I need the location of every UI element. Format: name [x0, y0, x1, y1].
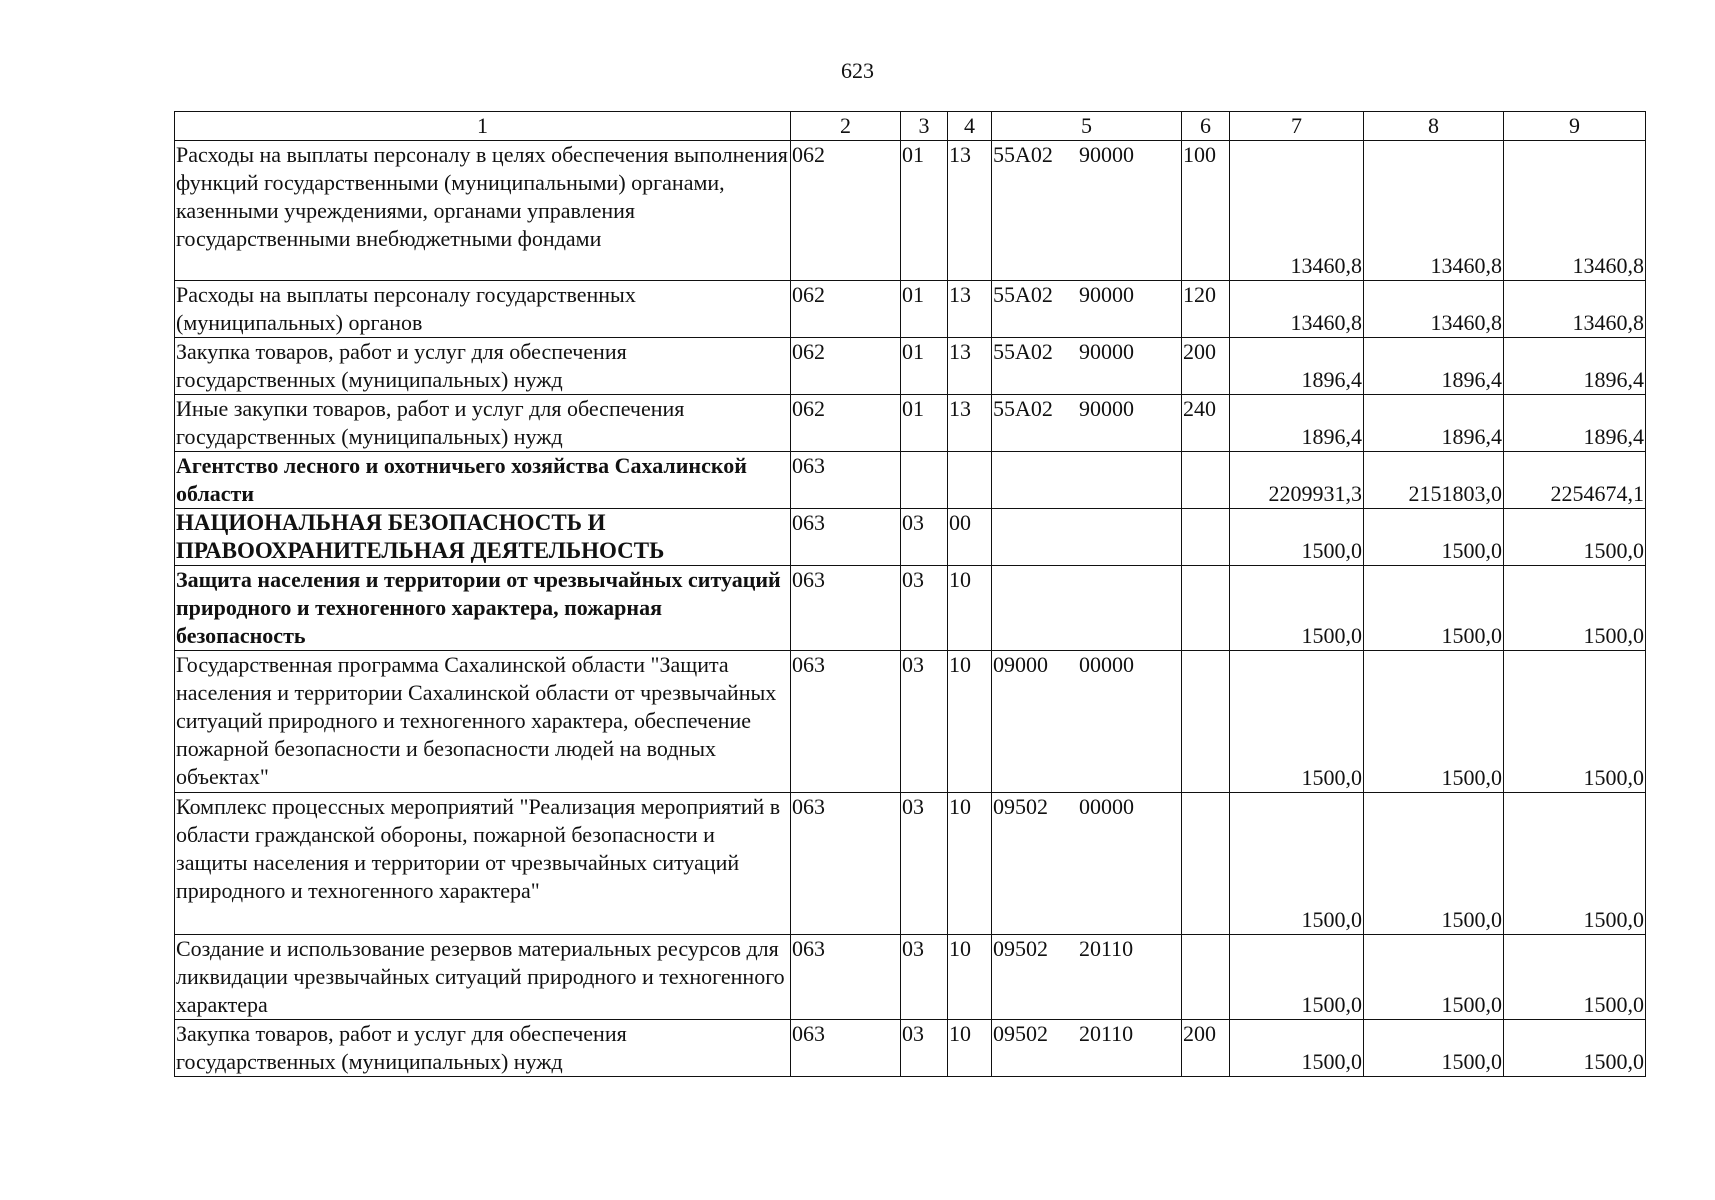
row-amount-col7: 2209931,3 — [1230, 452, 1364, 509]
row-amount-col9: 1500,0 — [1504, 793, 1646, 935]
target-article-part-b: 20110 — [1079, 1021, 1134, 1046]
target-article-part-a: 55А02 — [993, 339, 1053, 364]
row-amount-col8: 1896,4 — [1364, 338, 1504, 395]
row-section-cell: 01 — [901, 281, 948, 338]
row-section-cell: 01 — [901, 338, 948, 395]
row-target-article-cell — [992, 452, 1182, 509]
table-row — [175, 793, 1646, 935]
row-amount-col8: 1500,0 — [1364, 566, 1504, 651]
row-amount-col9: 13460,8 — [1504, 141, 1646, 281]
row-code-cell: 063 — [791, 566, 901, 651]
target-article-part-b: 90000 — [1079, 339, 1134, 364]
row-amount-col7: 1500,0 — [1230, 935, 1364, 1020]
row-target-article-cell — [992, 935, 1182, 1020]
row-section-cell: 01 — [901, 395, 948, 452]
header-cell-4: 4 — [948, 112, 992, 141]
row-section-cell: 03 — [901, 566, 948, 651]
row-name-cell: Закупка товаров, работ и услуг для обеспечения государственных (муниципальных) нужд — [175, 338, 791, 395]
row-expense-type-cell: 100 — [1182, 141, 1230, 281]
header-cell-1: 1 — [175, 112, 791, 141]
row-amount-col7: 1500,0 — [1230, 509, 1364, 566]
row-subsection-cell: 13 — [948, 141, 992, 281]
row-name-cell: Расходы на выплаты персоналу государственных (муниципальных) органов — [175, 281, 791, 338]
row-target-article-cell — [992, 141, 1182, 281]
row-section-cell: 03 — [901, 793, 948, 935]
header-cell-3: 3 — [901, 112, 948, 141]
row-name-cell: Расходы на выплаты персоналу в целях обеспечения выполнения функций государственными (муниципальными) органами, казенными учреждениями, органами управления государственными внебюджетными фондами — [175, 141, 791, 281]
target-article-part-a: 55А02 — [993, 396, 1053, 421]
row-amount-col7: 1500,0 — [1230, 566, 1364, 651]
row-target-article-cell — [992, 1020, 1182, 1077]
row-target-article-cell — [992, 566, 1182, 651]
row-target-article-cell — [992, 338, 1182, 395]
row-subsection-cell: 00 — [948, 509, 992, 566]
header-cell-5: 5 — [992, 112, 1182, 141]
row-amount-col7: 1500,0 — [1230, 793, 1364, 935]
row-code-cell: 062 — [791, 395, 901, 452]
table-row — [175, 509, 1646, 566]
table-row — [175, 1020, 1646, 1077]
target-article-part-b: 90000 — [1079, 282, 1134, 307]
row-expense-type-cell: 120 — [1182, 281, 1230, 338]
row-expense-type-cell — [1182, 935, 1230, 1020]
row-name-cell: Создание и использование резервов материальных ресурсов для ликвидации чрезвычайных ситуаций природного и техногенного характера — [175, 935, 791, 1020]
row-target-article-cell — [992, 793, 1182, 935]
row-amount-col9: 1896,4 — [1504, 395, 1646, 452]
target-article-part-b: 90000 — [1079, 142, 1134, 167]
row-section-cell: 03 — [901, 1020, 948, 1077]
row-amount-col8: 1500,0 — [1364, 651, 1504, 793]
target-article-part-a: 09502 — [993, 794, 1048, 819]
row-amount-col7: 1896,4 — [1230, 395, 1364, 452]
target-article-part-b: 00000 — [1079, 794, 1134, 819]
row-amount-col8: 1896,4 — [1364, 395, 1504, 452]
target-article-part-b: 00000 — [1079, 652, 1134, 677]
row-expense-type-cell — [1182, 509, 1230, 566]
budget-table — [174, 111, 1646, 1077]
row-amount-col9: 1500,0 — [1504, 935, 1646, 1020]
row-expense-type-cell: 200 — [1182, 338, 1230, 395]
row-target-article-cell — [992, 395, 1182, 452]
row-expense-type-cell — [1182, 793, 1230, 935]
row-name-cell: Государственная программа Сахалинской области "Защита населения и территории Сахалинской области от чрезвычайных ситуаций природного и техногенного характера, обеспечение пожарной безопасности и безопасности людей на водных объектах" — [175, 651, 791, 793]
row-amount-col8: 13460,8 — [1364, 281, 1504, 338]
table-row — [175, 935, 1646, 1020]
row-amount-col8: 2151803,0 — [1364, 452, 1504, 509]
row-amount-col8: 1500,0 — [1364, 509, 1504, 566]
row-target-article-cell — [992, 281, 1182, 338]
row-amount-col8: 1500,0 — [1364, 793, 1504, 935]
row-expense-type-cell: 200 — [1182, 1020, 1230, 1077]
row-name-cell: Агентство лесного и охотничьего хозяйства Сахалинской области — [175, 452, 791, 509]
row-amount-col7: 1896,4 — [1230, 338, 1364, 395]
row-amount-col8: 1500,0 — [1364, 935, 1504, 1020]
row-amount-col8: 13460,8 — [1364, 141, 1504, 281]
row-code-cell: 063 — [791, 651, 901, 793]
table-row — [175, 141, 1646, 281]
row-target-article-cell — [992, 509, 1182, 566]
target-article-part-b: 90000 — [1079, 396, 1134, 421]
row-code-cell: 063 — [791, 935, 901, 1020]
row-amount-col9: 1896,4 — [1504, 338, 1646, 395]
row-subsection-cell: 10 — [948, 1020, 992, 1077]
row-amount-col9: 2254674,1 — [1504, 452, 1646, 509]
row-amount-col9: 13460,8 — [1504, 281, 1646, 338]
target-article-part-a: 55А02 — [993, 282, 1053, 307]
row-amount-col7: 13460,8 — [1230, 141, 1364, 281]
row-code-cell: 062 — [791, 338, 901, 395]
page-number: 623 — [841, 58, 874, 83]
row-name-cell: Иные закупки товаров, работ и услуг для обеспечения государственных (муниципальных) нужд — [175, 395, 791, 452]
row-subsection-cell: 10 — [948, 566, 992, 651]
target-article-part-a: 09502 — [993, 936, 1048, 961]
table-row — [175, 566, 1646, 651]
row-section-cell: 03 — [901, 651, 948, 793]
row-section-cell: 03 — [901, 935, 948, 1020]
row-section-cell: 03 — [901, 509, 948, 566]
header-cell-9: 9 — [1504, 112, 1646, 141]
row-target-article-cell — [992, 651, 1182, 793]
row-subsection-cell — [948, 452, 992, 509]
target-article-part-a: 55А02 — [993, 142, 1053, 167]
table-body — [175, 112, 1646, 1077]
table-row — [175, 452, 1646, 509]
header-cell-6: 6 — [1182, 112, 1230, 141]
row-code-cell: 062 — [791, 281, 901, 338]
row-expense-type-cell — [1182, 566, 1230, 651]
row-subsection-cell: 13 — [948, 338, 992, 395]
target-article-part-b: 20110 — [1079, 936, 1134, 961]
row-code-cell: 062 — [791, 141, 901, 281]
row-code-cell: 063 — [791, 1020, 901, 1077]
row-section-cell: 01 — [901, 141, 948, 281]
row-amount-col7: 1500,0 — [1230, 651, 1364, 793]
table-row — [175, 651, 1646, 793]
row-name-cell: Защита населения и территории от чрезвычайных ситуаций природного и техногенного характера, пожарная безопасность — [175, 566, 791, 651]
row-subsection-cell: 13 — [948, 395, 992, 452]
row-code-cell: 063 — [791, 452, 901, 509]
target-article-part-a: 09502 — [993, 1021, 1048, 1046]
row-name-cell: НАЦИОНАЛЬНАЯ БЕЗОПАСНОСТЬ И ПРАВООХРАНИТЕЛЬНАЯ ДЕЯТЕЛЬНОСТЬ — [175, 509, 791, 566]
header-cell-8: 8 — [1364, 112, 1504, 141]
header-cell-2: 2 — [791, 112, 901, 141]
table-row — [175, 281, 1646, 338]
row-amount-col9: 1500,0 — [1504, 1020, 1646, 1077]
row-subsection-cell: 10 — [948, 935, 992, 1020]
row-code-cell: 063 — [791, 509, 901, 566]
row-amount-col7: 1500,0 — [1230, 1020, 1364, 1077]
row-subsection-cell: 13 — [948, 281, 992, 338]
row-code-cell: 063 — [791, 793, 901, 935]
row-name-cell: Закупка товаров, работ и услуг для обеспечения государственных (муниципальных) нужд — [175, 1020, 791, 1077]
header-row — [175, 112, 1646, 141]
table-row — [175, 338, 1646, 395]
row-subsection-cell: 10 — [948, 651, 992, 793]
row-name-cell: Комплекс процессных мероприятий "Реализация мероприятий в области гражданской обороны, пожарной безопасности и защиты населения и территории от чрезвычайных ситуаций природного и техногенного характера" — [175, 793, 791, 935]
row-amount-col9: 1500,0 — [1504, 509, 1646, 566]
row-amount-col9: 1500,0 — [1504, 566, 1646, 651]
row-amount-col7: 13460,8 — [1230, 281, 1364, 338]
row-amount-col9: 1500,0 — [1504, 651, 1646, 793]
table-row — [175, 395, 1646, 452]
row-section-cell — [901, 452, 948, 509]
row-subsection-cell: 10 — [948, 793, 992, 935]
header-cell-7: 7 — [1230, 112, 1364, 141]
row-amount-col8: 1500,0 — [1364, 1020, 1504, 1077]
row-expense-type-cell — [1182, 452, 1230, 509]
row-expense-type-cell — [1182, 651, 1230, 793]
target-article-part-a: 09000 — [993, 652, 1048, 677]
row-expense-type-cell: 240 — [1182, 395, 1230, 452]
